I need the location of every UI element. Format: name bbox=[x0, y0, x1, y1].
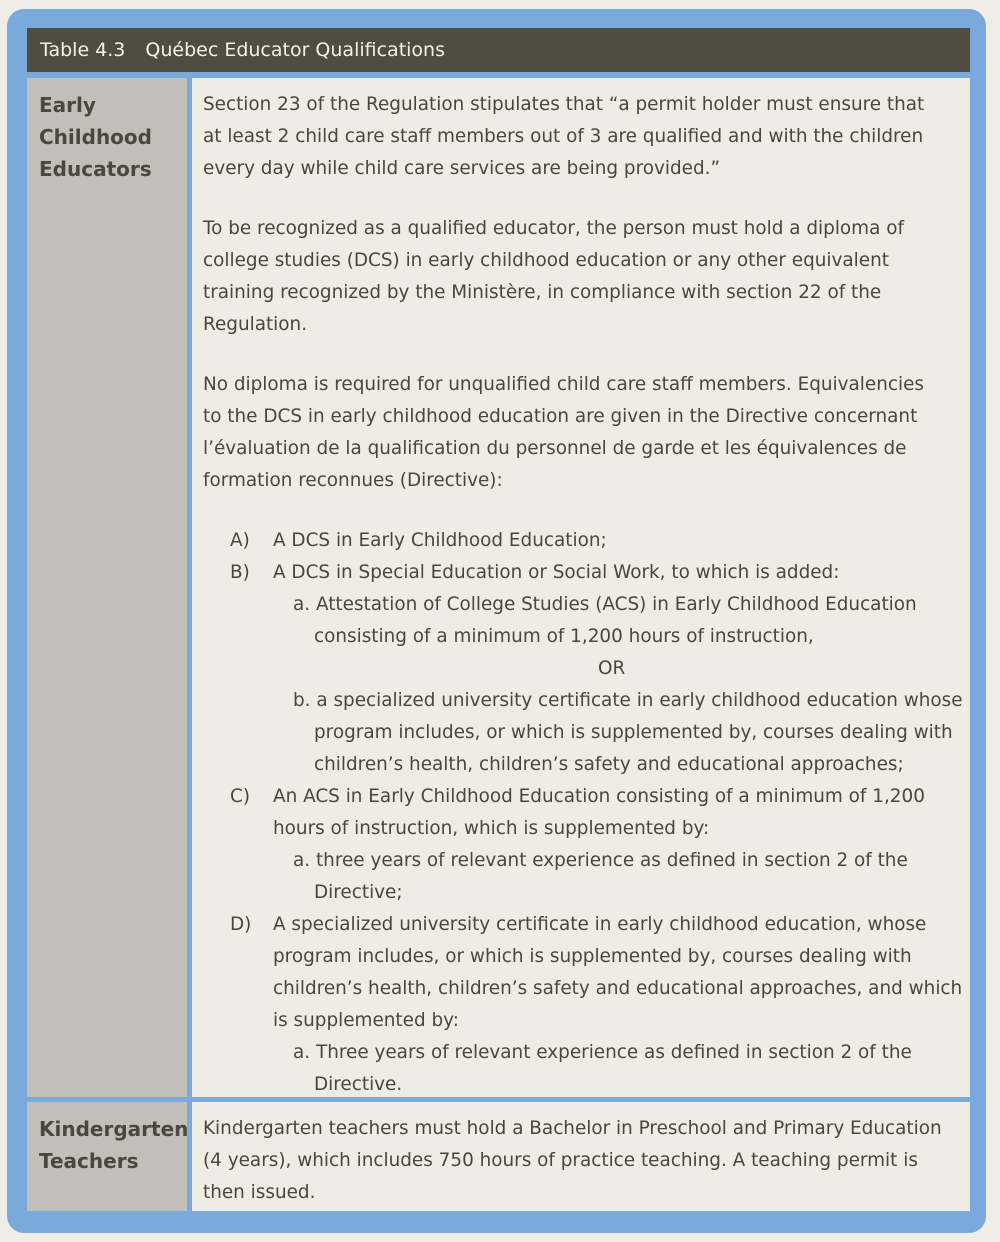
sub-item-b-a bbox=[203, 589, 960, 653]
list-item-a bbox=[203, 525, 960, 557]
text-line: b. a specialized university certificate in early childhood education whose bbox=[293, 690, 963, 711]
sub-item-b-b bbox=[203, 685, 963, 781]
row-label bbox=[27, 1102, 187, 1211]
list-marker: A) bbox=[230, 530, 250, 551]
row-label-line: Kindergarten bbox=[39, 1117, 189, 1141]
text-line: formation reconnues (Directive): bbox=[203, 470, 503, 491]
paragraph-kindergarten bbox=[203, 1113, 960, 1209]
text-line: program includes, or which is supplemented by, courses dealing with bbox=[273, 946, 912, 967]
text-line: children’s health, children’s safety and educational approaches, and which bbox=[273, 978, 963, 999]
text-line: training recognized by the Ministère, in compliance with section 22 of the bbox=[203, 282, 882, 303]
or-separator: OR bbox=[598, 658, 626, 679]
row-label bbox=[27, 78, 187, 1097]
text-line: hours of instruction, which is supplemented by: bbox=[273, 818, 710, 839]
text-line: Kindergarten teachers must hold a Bachelor in Preschool and Primary Education bbox=[203, 1118, 942, 1139]
text-line: then issued. bbox=[203, 1182, 316, 1203]
table-row-early-childhood-educators bbox=[27, 78, 970, 1097]
list-item-c bbox=[203, 781, 960, 845]
table-number: Table 4.3 bbox=[40, 39, 126, 61]
text-line: Directive; bbox=[314, 882, 403, 903]
text-line: l’évaluation de la qualification du personnel de garde et les équivalences de bbox=[203, 438, 907, 459]
text-line: To be recognized as a qualified educator, the person must hold a diploma of bbox=[203, 218, 904, 239]
text-line: No diploma is required for unqualified child care staff members. Equivalencies bbox=[203, 374, 924, 395]
text-line: is supplemented by: bbox=[273, 1010, 459, 1031]
row-label-line: Early bbox=[39, 93, 96, 117]
row-content bbox=[192, 1102, 970, 1211]
list-item-b bbox=[203, 557, 960, 589]
text-line: program includes, or which is supplemented by, courses dealing with bbox=[314, 722, 953, 743]
list-marker: B) bbox=[230, 562, 250, 583]
row-label-line: Teachers bbox=[39, 1149, 139, 1173]
text-line: children’s health, children’s safety and educational approaches; bbox=[314, 754, 904, 775]
text-line: (4 years), which includes 750 hours of practice teaching. A teaching permit is bbox=[203, 1150, 918, 1171]
list-marker: C) bbox=[230, 786, 251, 807]
text-line: Directive. bbox=[314, 1074, 403, 1095]
text-line: a. Attestation of College Studies (ACS) in Early Childhood Education bbox=[293, 594, 917, 615]
text-line: college studies (DCS) in early childhood education or any other equivalent bbox=[203, 250, 889, 271]
row-label-line: Educators bbox=[39, 157, 152, 181]
text-line: a. Three years of relevant experience as defined in section 2 of the bbox=[293, 1042, 912, 1063]
list-item-d bbox=[203, 909, 963, 1037]
text-line: a. three years of relevant experience as defined in section 2 of the bbox=[293, 850, 908, 871]
text-line: Section 23 of the Regulation stipulates that “a permit holder must ensure that bbox=[203, 94, 925, 115]
text-line: An ACS in Early Childhood Education consisting of a minimum of 1,200 bbox=[273, 786, 925, 807]
sub-item-c-a bbox=[203, 845, 960, 909]
text-line: Regulation. bbox=[203, 314, 308, 335]
sub-item-d-a bbox=[203, 1037, 960, 1101]
list-marker: D) bbox=[230, 914, 252, 935]
text-line: consisting of a minimum of 1,200 hours of instruction, bbox=[314, 626, 814, 647]
text-line: every day while child care services are being provided.” bbox=[203, 158, 721, 179]
text-line: to the DCS in early childhood education are given in the Directive concernant bbox=[203, 406, 918, 427]
paragraph-qualified-educator bbox=[203, 213, 960, 341]
row-label-line: Childhood bbox=[39, 125, 152, 149]
table-row-kindergarten-teachers bbox=[27, 1102, 970, 1211]
text-line: A DCS in Early Childhood Education; bbox=[273, 530, 607, 551]
equivalency-list bbox=[203, 525, 963, 1101]
table-title: Québec Educator Qualifications bbox=[145, 39, 445, 61]
text-line: A DCS in Special Education or Social Work, to which is added: bbox=[273, 562, 840, 583]
paragraph-section-23 bbox=[203, 89, 960, 185]
row-content bbox=[192, 78, 970, 1097]
table-header bbox=[27, 28, 970, 72]
text-line: A specialized university certificate in early childhood education, whose bbox=[273, 914, 927, 935]
text-line: at least 2 child care staff members out of 3 are qualified and with the children bbox=[203, 126, 924, 147]
paragraph-equivalencies bbox=[203, 369, 960, 497]
